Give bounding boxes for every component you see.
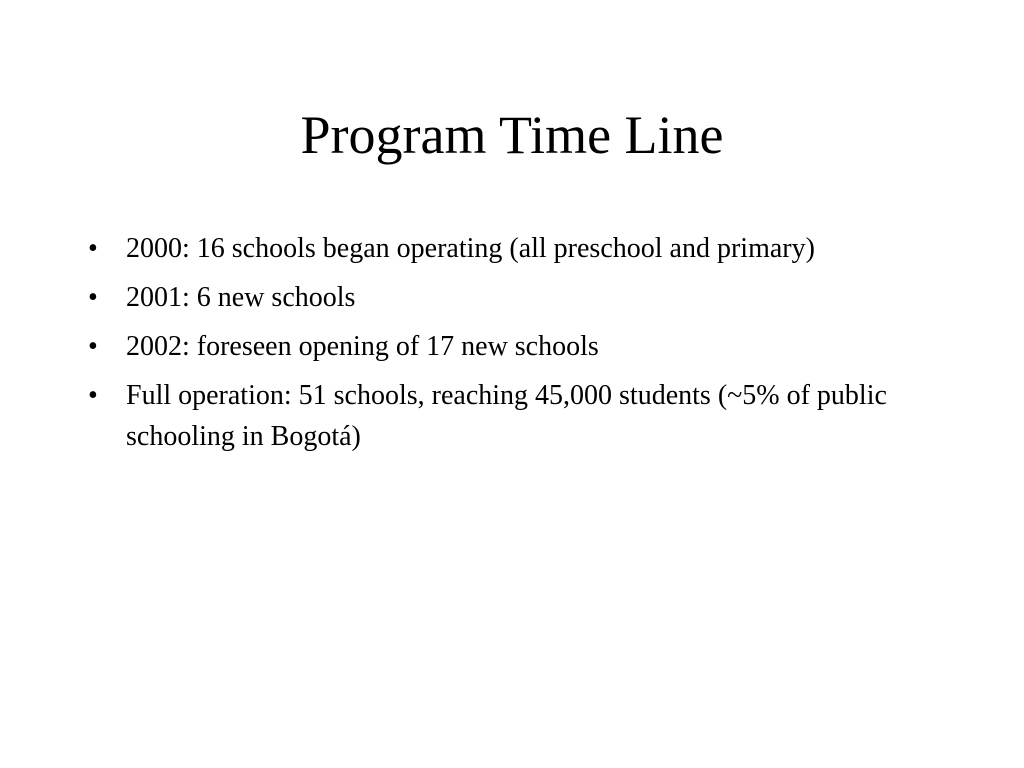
bullet-item	[88, 326, 948, 367]
bullet-text: 2002: foreseen opening of 17 new schools	[126, 331, 599, 362]
slide-title: Program Time Line	[300, 105, 724, 165]
bullet-item	[88, 277, 948, 318]
bullet-item	[88, 228, 948, 269]
bullet-text: Full operation: 51 schools, reaching 45,000 students (~5% of public schooling in Bogotá)	[126, 380, 887, 452]
bullet-dot-icon: •	[88, 380, 98, 411]
bullet-text: 2001: 6 new schools	[126, 282, 356, 313]
bullet-text: 2000: 16 schools began operating (all preschool and primary)	[126, 233, 815, 264]
bullet-list	[88, 228, 948, 465]
bullet-dot-icon: •	[88, 233, 98, 264]
bullet-item	[88, 375, 948, 457]
bullet-dot-icon: •	[88, 282, 98, 313]
bullet-dot-icon: •	[88, 331, 98, 362]
